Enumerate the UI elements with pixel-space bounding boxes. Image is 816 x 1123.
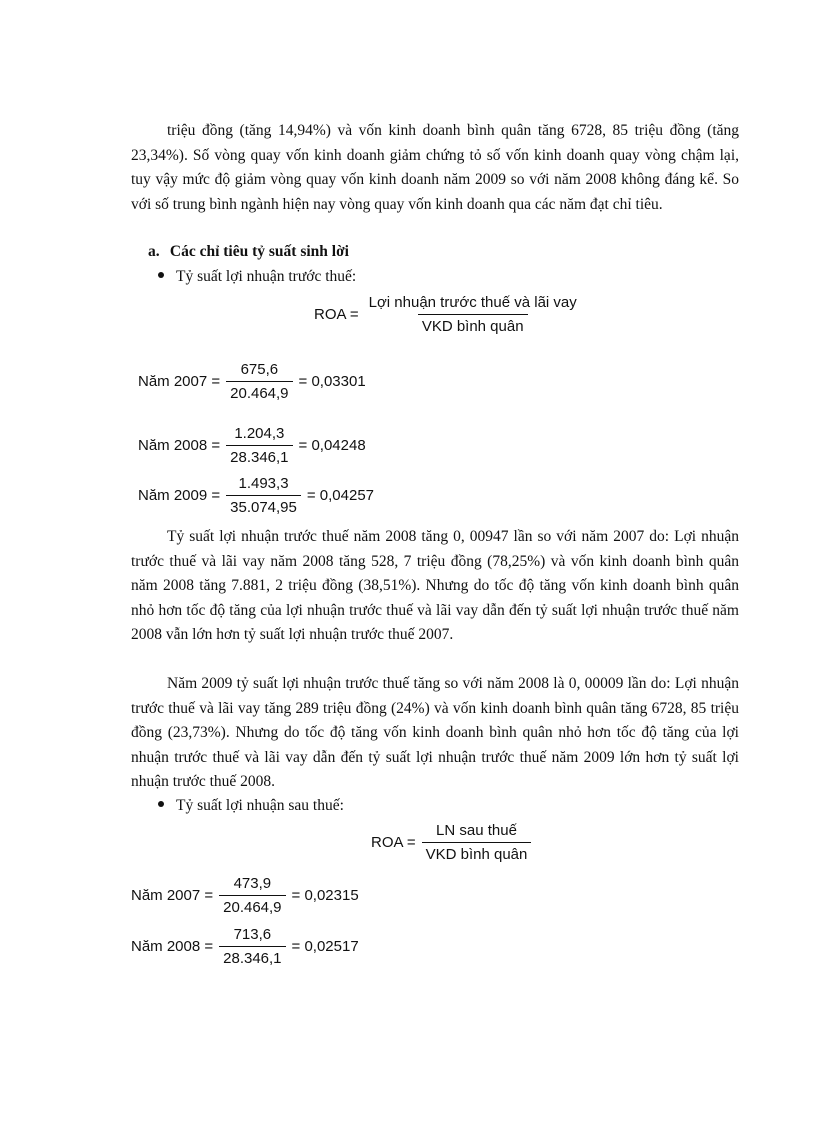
roa-formula-aftertax — [371, 822, 537, 863]
section-heading-label: a. — [148, 243, 160, 260]
formula-numerator: 473,9 — [233, 875, 272, 892]
formula-denominator: 28.346,1 — [226, 445, 292, 466]
formula-numerator: LN sau thuế — [436, 822, 517, 839]
bullet-text: Tỷ suất lợi nhuận trước thuế: — [176, 268, 357, 285]
formula-numerator: 713,6 — [233, 926, 272, 943]
formula-lhs: Năm 2009 = — [138, 487, 221, 504]
roa-formula-pretax — [314, 294, 587, 335]
formula-2009-pretax — [138, 475, 374, 516]
formula-result: = 0,03301 — [298, 373, 366, 390]
formula-denominator: VKD bình quân — [422, 842, 532, 863]
formula-fraction — [219, 875, 285, 916]
formula-fraction — [365, 294, 581, 335]
formula-denominator: 20.464,9 — [226, 381, 292, 402]
formula-denominator: 20.464,9 — [219, 895, 285, 916]
formula-fraction — [422, 822, 532, 863]
section-heading — [148, 243, 349, 261]
formula-fraction — [226, 361, 292, 402]
paragraph-capital-turnover: triệu đồng (tăng 14,94%) và vốn kinh doanh bình quân tăng 6728, 85 triệu đồng (tăng 23,34%). Số vòng quay vốn kinh doanh giảm chứng tỏ số vốn kinh doanh quay vòng chậm lại, tuy vậy mức độ giảm vòng quay vốn kinh doanh năm 2009 so với năm 2008 không đáng kể. So với số trung bình ngành hiện nay vòng quay vốn kinh doanh qua các năm đạt chỉ tiêu. — [131, 122, 739, 213]
formula-2007-aftertax — [131, 875, 359, 916]
section-heading-text: Các chỉ tiêu tỷ suất sinh lời — [169, 243, 349, 260]
formula-lhs: ROA = — [314, 306, 359, 323]
formula-result: = 0,04257 — [306, 487, 375, 504]
formula-denominator: 35.074,95 — [226, 495, 301, 516]
formula-fraction — [219, 926, 285, 967]
paragraph-2008-analysis: Tỷ suất lợi nhuận trước thuế năm 2008 tăng 0, 00947 lần so với năm 2007 do: Lợi nhuận trước thuế và lãi vay năm 2008 tăng 528, 7 triệu đồng (78,25%) và vốn kinh doanh bình quân năm 2008 tăng 7.881, 2 triệu đồng (38,51%). Nhưng do tốc độ tăng vốn kinh doanh bình quân nhỏ hơn tốc độ tăng của lợi nhuận trước thuế và lãi vay dẫn đến tỷ suất lợi nhuận trước thuế năm 2008 vẫn lớn hơn tỷ suất lợi nhuận trước thuế 2007. — [131, 528, 739, 643]
formula-denominator: 28.346,1 — [219, 946, 285, 967]
formula-denominator: VKD bình quân — [418, 314, 528, 335]
bullet-icon — [158, 272, 164, 278]
formula-numerator: 1.493,3 — [238, 475, 289, 492]
bullet-text: Tỷ suất lợi nhuận sau thuế: — [176, 797, 344, 814]
paragraph-2009-analysis: Năm 2009 tỷ suất lợi nhuận trước thuế tăng so với năm 2008 là 0, 00009 lần do: Lợi nhuận trước thuế và lãi vay tăng 289 triệu đồng (24%) và vốn kinh doanh bình quân tăng 6728, 85 triệu đồng (23,73%). Nhưng do tốc độ tăng vốn kinh doanh bình quân nhỏ hơn tốc độ tăng của lợi nhuận trước thuế và lãi vay dẫn đến tỷ suất lợi nhuận trước thuế năm 2009 lớn hơn tỷ suất lợi nhuận trước thuế 2008. — [131, 675, 739, 790]
formula-result: = 0,02517 — [291, 938, 359, 955]
formula-fraction — [226, 475, 301, 516]
formula-lhs: Năm 2008 = — [131, 938, 214, 955]
bullet-pretax-margin — [158, 268, 356, 286]
formula-numerator: 675,6 — [240, 361, 279, 378]
formula-fraction — [226, 425, 292, 466]
formula-numerator: 1.204,3 — [234, 425, 285, 442]
formula-lhs: ROA = — [371, 834, 416, 851]
formula-result: = 0,04248 — [298, 437, 366, 454]
formula-result: = 0,02315 — [291, 887, 359, 904]
formula-2007-pretax — [138, 361, 366, 402]
formula-lhs: Năm 2007 = — [138, 373, 221, 390]
bullet-aftertax-margin — [158, 797, 344, 815]
formula-lhs: Năm 2007 = — [131, 887, 214, 904]
formula-numerator: Lợi nhuận trước thuế và lãi vay — [368, 294, 577, 311]
formula-2008-pretax — [138, 425, 366, 466]
formula-lhs: Năm 2008 = — [138, 437, 221, 454]
formula-2008-aftertax — [131, 926, 359, 967]
bullet-icon — [158, 801, 164, 807]
